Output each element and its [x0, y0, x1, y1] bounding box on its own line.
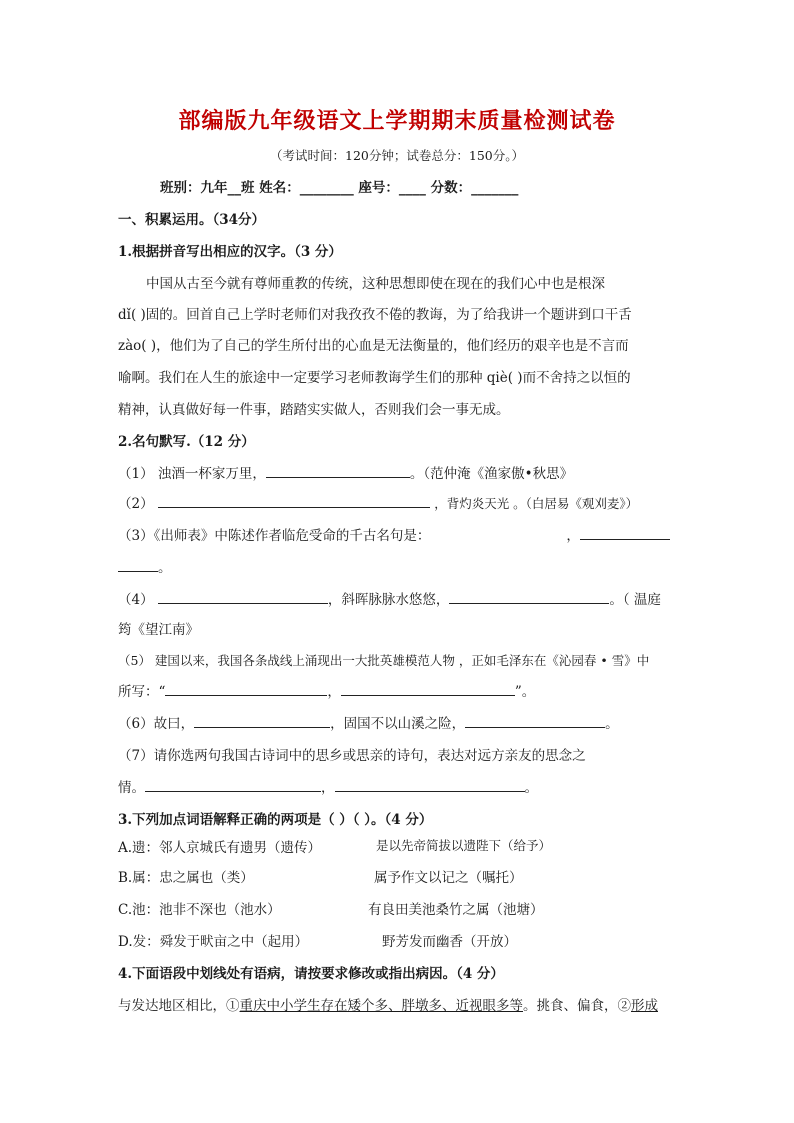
q4-underlined-2: 形成: [631, 998, 658, 1014]
q2-heading: 2.名句默写.（12 分）: [118, 434, 255, 450]
q2-item-4-middle: ，斜晖脉脉水悠悠，: [327, 592, 450, 608]
q2-item-7-end: 。: [524, 780, 538, 796]
answer-blank[interactable]: [341, 683, 515, 696]
q3-option-b: [118, 866, 680, 886]
q2-item-3-comma: ，: [566, 528, 580, 544]
q2-item-7-prefix: 情。: [118, 780, 145, 796]
q2-item-5: （5） 建国以来，我国各条战线上涌现出一大批英雄模范人物 ，正如毛泽东在《沁园春 • 雪》中: [118, 653, 650, 668]
q4-passage: [118, 994, 680, 1014]
q2-item-1: [118, 462, 680, 482]
q2-item-4-cont: 筠《望江南》: [118, 622, 199, 638]
answer-blank[interactable]: [145, 779, 321, 792]
score-field-label: 分数：_______: [430, 180, 519, 196]
q2-item-6-end: 。: [605, 716, 619, 732]
answer-blank[interactable]: [165, 683, 327, 696]
q2-item-2-suffix: ，背灼炎天光 。（白居易《观刈麦》）: [434, 496, 639, 511]
q2-item-4-prefix: （4）: [118, 592, 154, 608]
answer-blank[interactable]: [118, 559, 158, 572]
answer-blank[interactable]: [266, 465, 410, 478]
q4-heading: 4.下面语段中划线处有语病，请按要求修改或指出病因。（4 分）: [118, 966, 504, 982]
answer-blank[interactable]: [158, 591, 328, 604]
page-title: 部编版九年级语文上学期期末质量检测试卷: [178, 108, 616, 134]
q1-line: 精神，认真做好每一件事，踏踏实实做人，否则我们会一事无成。: [118, 402, 510, 418]
q4-middle: 。挑食、偏食，②: [523, 998, 631, 1014]
q2-item-2-prefix: （2）: [118, 496, 154, 512]
q3-option-a-right: 是以先帝简拔以遗陛下（给予）: [376, 838, 552, 853]
q2-item-3-end: 。: [158, 560, 172, 576]
q2-item-6: [118, 712, 680, 732]
q3-option-b-right: 属予作文以记之（嘱托）: [374, 870, 523, 886]
q2-item-4-suffix: 。（ 温庭: [609, 592, 661, 608]
q2-item-7: （7）请你选两句我国古诗词中的思乡或思亲的诗句，表达对远方亲友的思念之: [118, 748, 586, 764]
q3-option-d: [118, 930, 680, 950]
q2-item-3-cont: [118, 556, 680, 576]
seat-field-label: 座号：____: [358, 180, 426, 196]
q2-item-7-cont: [118, 776, 680, 796]
q2-item-6-prefix: （6）故曰，: [118, 716, 195, 732]
q3-option-b-left: B.属：忠之属也（类）: [118, 870, 254, 886]
q2-item-1-suffix: 。（范仲淹《渔家傲•秋思》: [409, 466, 574, 482]
q3-option-d-left: D.发：舜发于畎亩之中（起用）: [118, 934, 309, 950]
student-info-row: [160, 176, 680, 196]
q4-prefix: 与发达地区相比，①: [118, 998, 240, 1014]
q2-item-5-comma: ，: [327, 684, 341, 700]
q2-item-4: [118, 588, 680, 608]
q1-line: zào( )，他们为了自己的学生所付出的心血是无法衡量的，他们经历的艰辛也是不言而: [118, 338, 629, 354]
class-field-label: 班别：九年__班: [160, 180, 255, 196]
answer-blank[interactable]: [580, 527, 670, 540]
q1-heading: 1.根据拼音写出相应的汉字。（3 分）: [118, 244, 342, 260]
q3-option-a-left: A.遗：邻人京城氏有遗男（遗传）: [118, 840, 322, 856]
q2-item-2: [118, 492, 680, 512]
q2-item-3: [118, 524, 680, 544]
answer-blank[interactable]: [335, 779, 525, 792]
answer-blank[interactable]: [449, 591, 609, 604]
q2-item-6-middle: ，固国不以山溪之险，: [330, 716, 466, 732]
q2-item-5-end: ”。: [514, 684, 536, 700]
q1-line: 喻啊。我们在人生的旅途中一定要学习老师教诲学生们的那种 qiè( )而不舍持之以恒的: [118, 370, 631, 386]
exam-info: （考试时间：120分钟；试卷总分：150分。）: [270, 148, 524, 163]
q1-line: dǐ( )固的。回首自己上学时老师们对我孜孜不倦的教诲，为了给我讲一个题讲到口干舌: [118, 307, 632, 323]
section1-heading: 一、积累运用。（34分）: [118, 212, 266, 228]
q2-item-3-text: （3）《出师表》中陈述作者临危受命的千古名句是：: [118, 528, 431, 544]
answer-blank[interactable]: [194, 715, 330, 728]
q3-option-c-right: 有良田美池桑竹之属（池塘）: [368, 902, 544, 918]
q4-underlined-1: 重庆中小学生存在矮个多、胖墩多、近视眼多等: [239, 998, 523, 1014]
q2-item-5-cont: [118, 680, 680, 700]
q2-item-7-comma: ，: [321, 780, 335, 796]
q3-heading: 3.下列加点词语解释正确的两项是（ ）（ ）。（4 分）: [118, 812, 433, 828]
q2-item-5-prefix: 所写：“: [118, 684, 166, 700]
q1-line: 中国从古至今就有尊师重教的传统，这种思想即使在现在的我们心中也是根深: [146, 276, 605, 292]
q3-option-c-left: C.池：池非不深也（池水）: [118, 902, 281, 918]
name-field-label: 姓名：________: [259, 180, 354, 196]
q2-item-1-prefix: （1） 浊酒一杯家万里，: [118, 466, 266, 482]
q3-option-a: [118, 836, 680, 856]
answer-blank[interactable]: [158, 495, 430, 508]
q3-option-c: [118, 898, 680, 918]
answer-blank[interactable]: [465, 715, 605, 728]
q3-option-d-right: 野芳发而幽香（开放）: [382, 934, 517, 950]
